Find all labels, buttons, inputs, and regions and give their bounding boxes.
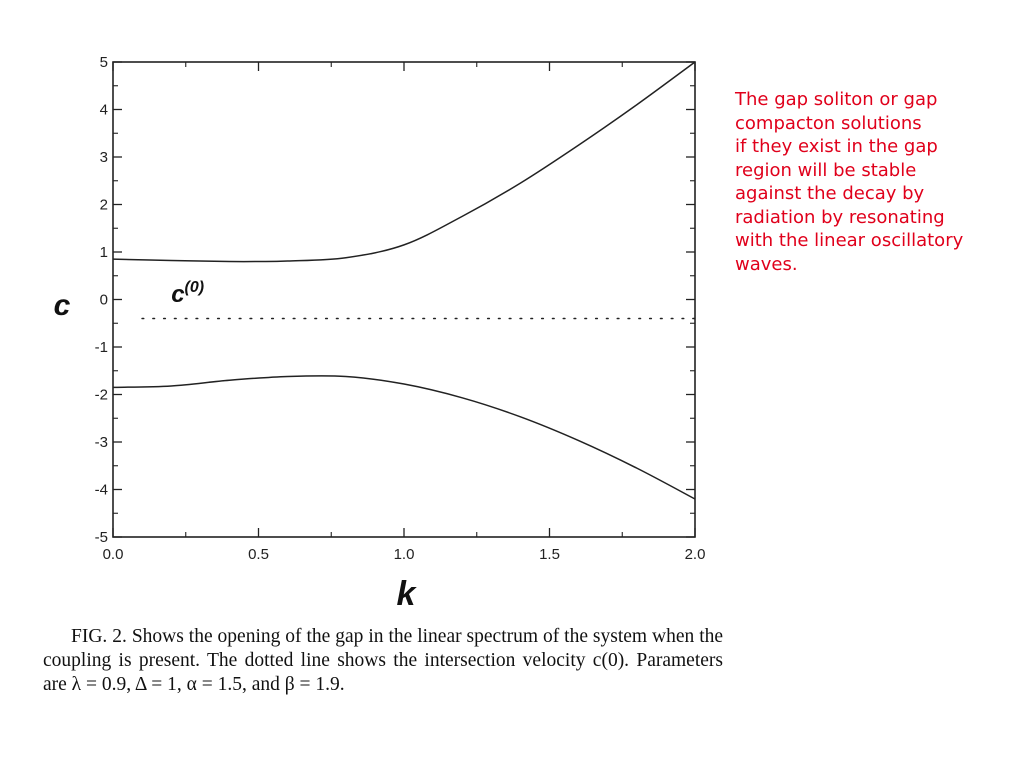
lower-branch-curve (113, 376, 695, 499)
x-axis (103, 62, 706, 563)
upper-branch-curve (113, 62, 695, 262)
y-tick-label: 2 (99, 196, 108, 214)
plot-frame (113, 62, 695, 537)
side-note-line: against the decay by (735, 183, 925, 204)
side-note-line: with the linear oscillatory (735, 230, 964, 251)
x-tick-label: 0.5 (248, 546, 269, 563)
side-note-line: The gap soliton or gap (735, 89, 938, 110)
x-tick-label: 0.0 (102, 546, 124, 563)
y-tick-label: 0 (99, 291, 108, 309)
y-tick-label: -5 (94, 529, 108, 546)
y-tick-label: -1 (94, 339, 108, 356)
side-note-line: region will be stable (735, 159, 917, 181)
y-tick-label: 1 (99, 244, 108, 261)
y-tick-label: -3 (94, 434, 108, 451)
y-axis-title: c (53, 289, 71, 322)
side-note-line: if they exist in the gap (735, 136, 938, 157)
side-note (735, 88, 1010, 276)
c0-label: $c^{(0)}$ (171, 278, 205, 308)
figure-caption (43, 625, 723, 697)
caption-text: Shows the opening of the gap in the linear spectrum of the system when the coupling is present. The dotted line shows the intersection velocity c(0). Parameters are λ = 0.9, Δ = 1, α = 1.5, and β = 1.9. (43, 626, 724, 695)
caption-figure-label: FIG. 2. (71, 626, 127, 647)
side-note-line: waves. (735, 253, 798, 275)
y-tick-label: -4 (94, 481, 108, 499)
y-tick-label: 4 (99, 101, 108, 119)
plot-border (113, 62, 695, 537)
x-axis-title: k (396, 575, 416, 613)
side-note-line: compacton solutions (735, 112, 922, 134)
x-tick-label: 2.0 (684, 546, 706, 563)
c0-annotation (171, 279, 204, 308)
y-tick-label: -2 (94, 386, 108, 404)
y-tick-label: 5 (99, 54, 108, 71)
x-tick-label: 1.0 (393, 546, 415, 563)
x-tick-label: 1.5 (539, 546, 560, 563)
y-tick-label: 3 (99, 149, 108, 166)
side-note-line: radiation by resonating (735, 206, 945, 228)
